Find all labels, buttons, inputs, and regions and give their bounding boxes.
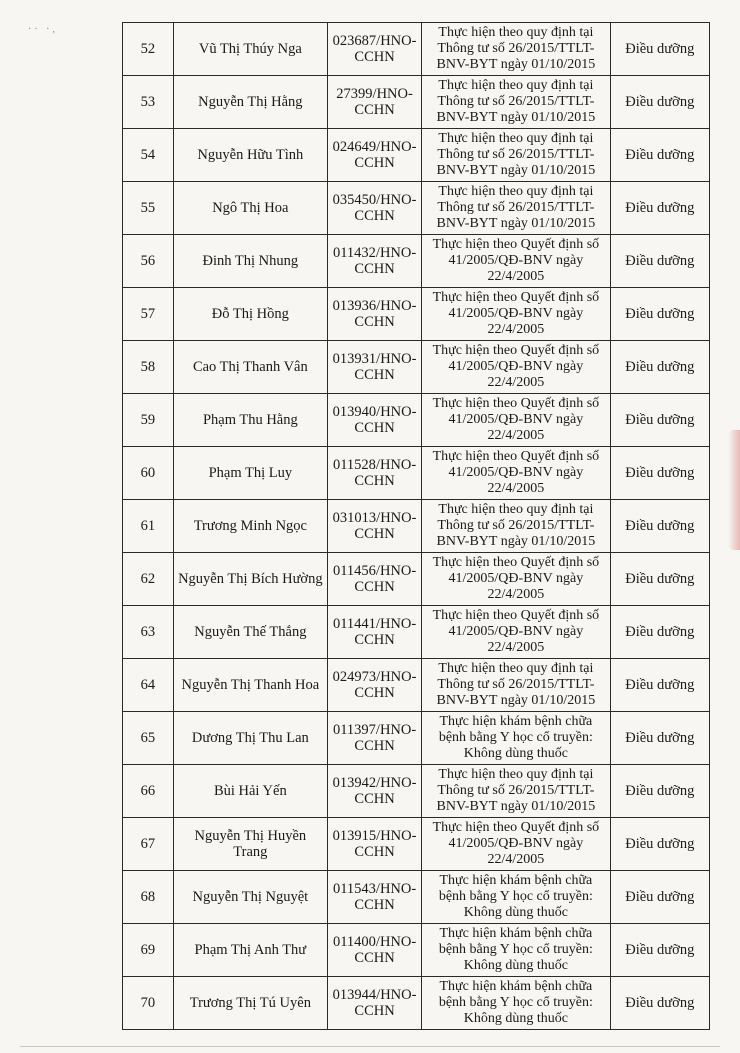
- staff-name: Dương Thị Thu Lan: [173, 712, 327, 765]
- table-row: [123, 606, 710, 659]
- staff-table-body: [123, 23, 710, 1030]
- row-number: 70: [123, 977, 174, 1030]
- practice-scope: Thực hiện theo quy định tại Thông tư số 26/2015/TTLT-BNV-BYT ngày 01/10/2015: [422, 23, 610, 76]
- position: Điều dưỡng: [610, 765, 709, 818]
- table-row: [123, 712, 710, 765]
- position: Điều dưỡng: [610, 129, 709, 182]
- certificate-number: 011441/HNO-CCHN: [327, 606, 421, 659]
- practice-scope: Thực hiện theo quy định tại Thông tư số 26/2015/TTLT-BNV-BYT ngày 01/10/2015: [422, 129, 610, 182]
- certificate-number: 011528/HNO-CCHN: [327, 447, 421, 500]
- staff-name: Trương Minh Ngọc: [173, 500, 327, 553]
- certificate-number: 013936/HNO-CCHN: [327, 288, 421, 341]
- position: Điều dưỡng: [610, 235, 709, 288]
- table-row: [123, 447, 710, 500]
- row-number: 55: [123, 182, 174, 235]
- staff-name: Nguyễn Hữu Tình: [173, 129, 327, 182]
- row-number: 57: [123, 288, 174, 341]
- row-number: 65: [123, 712, 174, 765]
- practice-scope: Thực hiện theo quy định tại Thông tư số 26/2015/TTLT-BNV-BYT ngày 01/10/2015: [422, 765, 610, 818]
- position: Điều dưỡng: [610, 341, 709, 394]
- scan-marks: ·· ·,: [28, 24, 58, 35]
- certificate-number: 011397/HNO-CCHN: [327, 712, 421, 765]
- position: Điều dưỡng: [610, 924, 709, 977]
- staff-name: Phạm Thị Anh Thư: [173, 924, 327, 977]
- page-bottom-edge: [20, 1046, 720, 1047]
- practice-scope: Thực hiện theo Quyết định số 41/2005/QĐ-BNV ngày 22/4/2005: [422, 235, 610, 288]
- table-row: [123, 341, 710, 394]
- position: Điều dưỡng: [610, 818, 709, 871]
- row-number: 64: [123, 659, 174, 712]
- certificate-number: 011432/HNO-CCHN: [327, 235, 421, 288]
- staff-name: Phạm Thị Luy: [173, 447, 327, 500]
- staff-name: Ngô Thị Hoa: [173, 182, 327, 235]
- row-number: 54: [123, 129, 174, 182]
- position: Điều dưỡng: [610, 712, 709, 765]
- position: Điều dưỡng: [610, 500, 709, 553]
- staff-name: Phạm Thu Hằng: [173, 394, 327, 447]
- certificate-number: 023687/HNO-CCHN: [327, 23, 421, 76]
- position: Điều dưỡng: [610, 977, 709, 1030]
- row-number: 61: [123, 500, 174, 553]
- staff-name: Nguyễn Thị Huyền Trang: [173, 818, 327, 871]
- staff-name: Nguyễn Thế Thắng: [173, 606, 327, 659]
- row-number: 66: [123, 765, 174, 818]
- position: Điều dưỡng: [610, 447, 709, 500]
- table-row: [123, 659, 710, 712]
- table-row: [123, 288, 710, 341]
- practice-scope: Thực hiện theo Quyết định số 41/2005/QĐ-BNV ngày 22/4/2005: [422, 553, 610, 606]
- row-number: 56: [123, 235, 174, 288]
- practice-scope: Thực hiện theo Quyết định số 41/2005/QĐ-BNV ngày 22/4/2005: [422, 341, 610, 394]
- practice-scope: Thực hiện theo Quyết định số 41/2005/QĐ-BNV ngày 22/4/2005: [422, 606, 610, 659]
- certificate-number: 013942/HNO-CCHN: [327, 765, 421, 818]
- table-row: [123, 871, 710, 924]
- certificate-number: 031013/HNO-CCHN: [327, 500, 421, 553]
- position: Điều dưỡng: [610, 659, 709, 712]
- staff-name: Nguyễn Thị Thanh Hoa: [173, 659, 327, 712]
- row-number: 69: [123, 924, 174, 977]
- staff-name: Trương Thị Tú Uyên: [173, 977, 327, 1030]
- staff-name: Vũ Thị Thúy Nga: [173, 23, 327, 76]
- practice-scope: Thực hiện khám bệnh chữa bệnh bằng Y học cổ truyền: Không dùng thuốc: [422, 712, 610, 765]
- certificate-number: 27399/HNO-CCHN: [327, 76, 421, 129]
- row-number: 53: [123, 76, 174, 129]
- row-number: 63: [123, 606, 174, 659]
- table-row: [123, 818, 710, 871]
- practice-scope: Thực hiện theo quy định tại Thông tư số 26/2015/TTLT-BNV-BYT ngày 01/10/2015: [422, 659, 610, 712]
- staff-name: Đỗ Thị Hồng: [173, 288, 327, 341]
- staff-table: [122, 22, 710, 1030]
- practice-scope: Thực hiện theo Quyết định số 41/2005/QĐ-BNV ngày 22/4/2005: [422, 288, 610, 341]
- certificate-number: 013940/HNO-CCHN: [327, 394, 421, 447]
- certificate-number: 024649/HNO-CCHN: [327, 129, 421, 182]
- certificate-number: 013915/HNO-CCHN: [327, 818, 421, 871]
- position: Điều dưỡng: [610, 606, 709, 659]
- certificate-number: 011543/HNO-CCHN: [327, 871, 421, 924]
- certificate-number: 011400/HNO-CCHN: [327, 924, 421, 977]
- practice-scope: Thực hiện khám bệnh chữa bệnh bằng Y học cổ truyền: Không dùng thuốc: [422, 977, 610, 1030]
- certificate-number: 011456/HNO-CCHN: [327, 553, 421, 606]
- position: Điều dưỡng: [610, 553, 709, 606]
- staff-name: Nguyễn Thị Bích Hường: [173, 553, 327, 606]
- staff-name: Bùi Hải Yến: [173, 765, 327, 818]
- position: Điều dưỡng: [610, 871, 709, 924]
- table-row: [123, 235, 710, 288]
- practice-scope: Thực hiện theo quy định tại Thông tư số 26/2015/TTLT-BNV-BYT ngày 01/10/2015: [422, 182, 610, 235]
- staff-name: Đinh Thị Nhung: [173, 235, 327, 288]
- certificate-number: 035450/HNO-CCHN: [327, 182, 421, 235]
- practice-scope: Thực hiện theo Quyết định số 41/2005/QĐ-BNV ngày 22/4/2005: [422, 394, 610, 447]
- stamp-edge: [728, 430, 740, 550]
- practice-scope: Thực hiện khám bệnh chữa bệnh bằng Y học cổ truyền: Không dùng thuốc: [422, 871, 610, 924]
- table-row: [123, 924, 710, 977]
- table-row: [123, 23, 710, 76]
- row-number: 62: [123, 553, 174, 606]
- table-row: [123, 394, 710, 447]
- table-row: [123, 182, 710, 235]
- table-row: [123, 765, 710, 818]
- table-row: [123, 553, 710, 606]
- table-row: [123, 76, 710, 129]
- staff-name: Nguyễn Thị Nguyệt: [173, 871, 327, 924]
- practice-scope: Thực hiện theo Quyết định số 41/2005/QĐ-BNV ngày 22/4/2005: [422, 818, 610, 871]
- practice-scope: Thực hiện theo quy định tại Thông tư số 26/2015/TTLT-BNV-BYT ngày 01/10/2015: [422, 76, 610, 129]
- staff-name: Cao Thị Thanh Vân: [173, 341, 327, 394]
- table-row: [123, 500, 710, 553]
- table-row: [123, 129, 710, 182]
- position: Điều dưỡng: [610, 394, 709, 447]
- certificate-number: 013944/HNO-CCHN: [327, 977, 421, 1030]
- position: Điều dưỡng: [610, 23, 709, 76]
- position: Điều dưỡng: [610, 76, 709, 129]
- row-number: 58: [123, 341, 174, 394]
- row-number: 59: [123, 394, 174, 447]
- row-number: 60: [123, 447, 174, 500]
- table-row: [123, 977, 710, 1030]
- staff-name: Nguyễn Thị Hằng: [173, 76, 327, 129]
- practice-scope: Thực hiện theo quy định tại Thông tư số 26/2015/TTLT-BNV-BYT ngày 01/10/2015: [422, 500, 610, 553]
- row-number: 67: [123, 818, 174, 871]
- practice-scope: Thực hiện theo Quyết định số 41/2005/QĐ-BNV ngày 22/4/2005: [422, 447, 610, 500]
- row-number: 68: [123, 871, 174, 924]
- position: Điều dưỡng: [610, 288, 709, 341]
- practice-scope: Thực hiện khám bệnh chữa bệnh bằng Y học cổ truyền: Không dùng thuốc: [422, 924, 610, 977]
- certificate-number: 013931/HNO-CCHN: [327, 341, 421, 394]
- certificate-number: 024973/HNO-CCHN: [327, 659, 421, 712]
- row-number: 52: [123, 23, 174, 76]
- position: Điều dưỡng: [610, 182, 709, 235]
